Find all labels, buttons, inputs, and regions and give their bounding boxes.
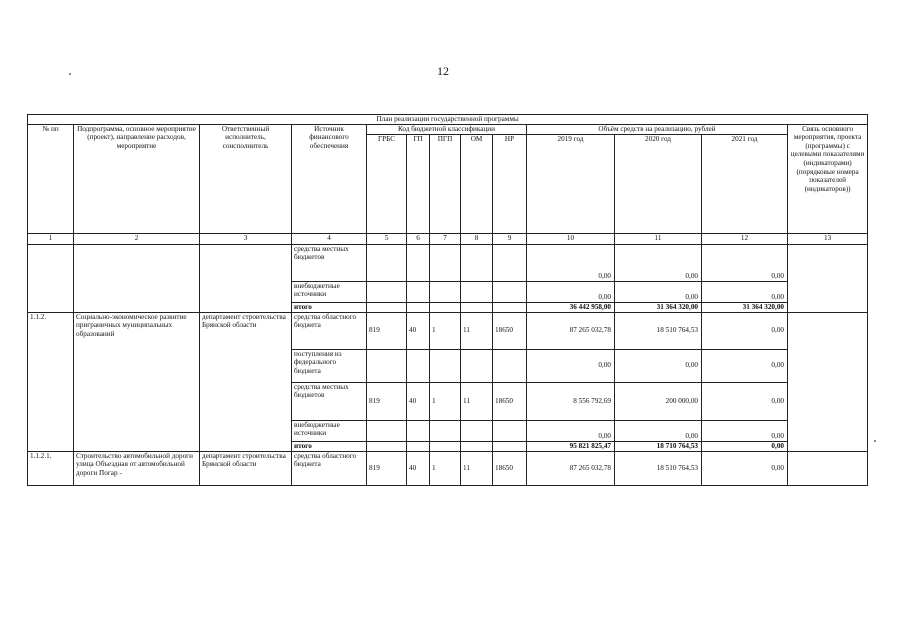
value-2021: 0,00 [702,281,788,302]
source-cell: внебюджетные источники [292,420,367,441]
source-cell: поступления из федерального бюджета [292,349,367,382]
source-cell: средства местных бюджетов [292,244,367,281]
col-no-header: № пп [28,124,74,233]
column-number: 5 [367,233,407,244]
source-cell: итого [292,441,367,451]
gp-header: ГП [407,134,430,233]
page-number: 12 [437,64,449,78]
value-2019: 36 442 958,00 [527,302,615,312]
om-cell: 11 [461,451,493,485]
source-cell: средства областного бюджета [292,451,367,485]
scan-speck [69,73,71,75]
value-2020: 0,00 [615,349,702,382]
column-number: 8 [461,233,493,244]
value-2021: 0,00 [702,382,788,420]
plan-title: План реализации государственной программы [28,115,868,125]
row-number: 1.1.2.1. [28,451,74,485]
budget-code-header: Код бюджетной классификации [367,124,527,134]
year-2019-header: 2019 год [527,134,615,233]
value-2019: 87 265 032,78 [527,312,615,349]
pgp-cell: 1 [430,451,461,485]
responsible-executor: департамент строительства Брянской области [200,312,292,451]
value-2021: 0,00 [702,244,788,281]
value-2020: 0,00 [615,281,702,302]
value-2019: 0,00 [527,281,615,302]
source-cell: итого [292,302,367,312]
value-2019: 0,00 [527,420,615,441]
pgp-cell: 1 [430,312,461,349]
year-2020-header: 2020 год [615,134,702,233]
value-2019: 87 265 032,78 [527,451,615,485]
value-2021: 31 364 320,00 [702,302,788,312]
om-header: ОМ [461,134,493,233]
value-2021: 0,00 [702,441,788,451]
value-2019: 0,00 [527,244,615,281]
grbs-cell: 819 [367,451,407,485]
value-2019: 8 556 792,69 [527,382,615,420]
value-2021: 0,00 [702,451,788,485]
value-2020: 18 510 764,53 [615,312,702,349]
program-plan-table [27,114,868,486]
table-row [28,451,868,485]
grbs-cell: 819 [367,312,407,349]
pgp-cell: 1 [430,382,461,420]
responsible-executor: департамент строительства Брянской области [200,451,292,485]
column-number: 2 [74,233,200,244]
source-cell: средства местных бюджетов [292,382,367,420]
column-number: 7 [430,233,461,244]
nr-cell: 18650 [493,382,527,420]
scan-speck [874,440,876,442]
source-cell: внебюджетные источники [292,281,367,302]
value-2020: 0,00 [615,244,702,281]
col-subprogram-header: Подпрограмма, основное мероприятие (проект), направление расходов, мероприятие [74,124,200,233]
col-source-header: Источник финансового обеспечения [292,124,367,233]
column-number: 9 [493,233,527,244]
nr-cell: 18650 [493,312,527,349]
nr-header: НР [493,134,527,233]
om-cell: 11 [461,382,493,420]
column-number: 11 [615,233,702,244]
measure-name: Строительство автомобильной дороги улица Объездная от автомобильной дороги Погар - [74,451,200,485]
column-number: 13 [788,233,868,244]
value-2019: 0,00 [527,349,615,382]
value-2020: 0,00 [615,420,702,441]
grbs-header: ГРБС [367,134,407,233]
gp-cell: 40 [407,382,430,420]
source-cell: средства областного бюджета [292,312,367,349]
gp-cell: 40 [407,312,430,349]
value-2021: 0,00 [702,420,788,441]
value-2020: 200 000,00 [615,382,702,420]
value-2019: 95 821 825,47 [527,441,615,451]
value-2020: 18 710 764,53 [615,441,702,451]
column-number: 1 [28,233,74,244]
col-link-header: Связь основного мероприятия, проекта (программы) с целевыми показателями (индикаторами) (порядковые номера показателей (индикаторов)) [788,124,868,233]
table-row [28,312,868,349]
column-number: 3 [200,233,292,244]
value-2020: 18 510 764,53 [615,451,702,485]
nr-cell: 18650 [493,451,527,485]
om-cell: 11 [461,312,493,349]
value-2021: 0,00 [702,312,788,349]
column-number: 4 [292,233,367,244]
pgp-header: ПГП [430,134,461,233]
measure-name: Социально-экономическое развитие приграничных муниципальных образований [74,312,200,451]
table-row [28,244,868,281]
col-responsible-header: Ответственный исполнитель, соисполнитель [200,124,292,233]
value-2020: 31 364 320,00 [615,302,702,312]
grbs-cell: 819 [367,382,407,420]
column-number: 12 [702,233,788,244]
funding-header: Объём средств на реализацию, рублей [527,124,788,134]
gp-cell: 40 [407,451,430,485]
column-number: 10 [527,233,615,244]
value-2021: 0,00 [702,349,788,382]
year-2021-header: 2021 год [702,134,788,233]
column-number: 6 [407,233,430,244]
row-number: 1.1.2. [28,312,74,451]
